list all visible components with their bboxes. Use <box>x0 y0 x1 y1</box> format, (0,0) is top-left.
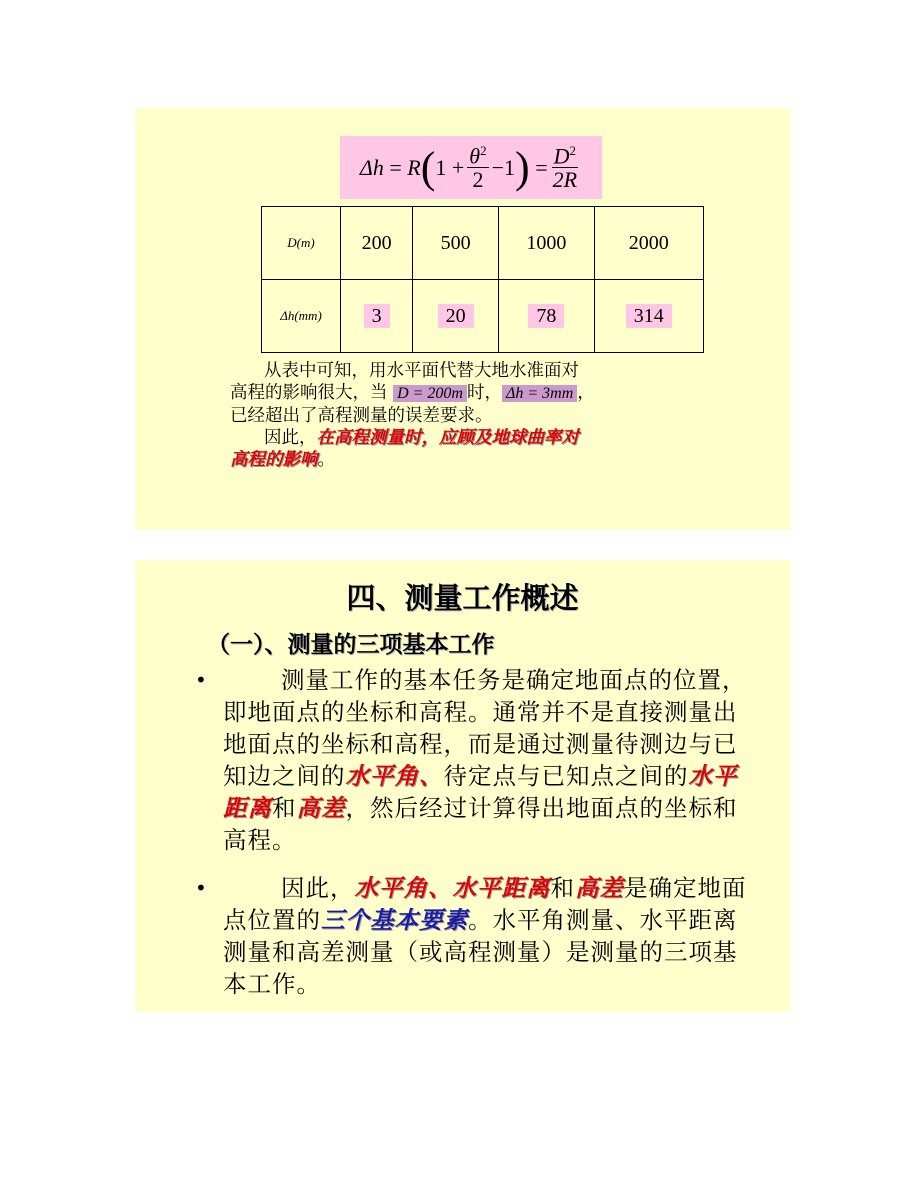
slide-bottom <box>135 560 790 1012</box>
emphasis-text: 高程的影响 <box>230 450 318 470</box>
bullet-icon: • <box>195 668 207 692</box>
emphasis-text: 高差 <box>296 794 346 822</box>
table-cell: 1000 <box>499 207 594 280</box>
bullet-text <box>223 872 755 1000</box>
emphasis-text: 在高程测量时，应顾及地球曲率对 <box>316 428 579 448</box>
theta-denominator: 2 <box>472 167 484 193</box>
formula-minus-one: −1 <box>491 154 516 180</box>
table-cell: 2000 <box>594 207 703 280</box>
formula-one: 1 <box>435 154 447 180</box>
bullet-segment: 是确定地面点位置的 <box>223 874 747 934</box>
bullet-text <box>223 664 755 856</box>
rhs-numerator: D <box>553 143 570 169</box>
bullet-segment: 测量工作的基本任务是确定地面点的位置，即地面点的坐标和高程。通常并不是直接测量出地面点的坐标和高程，而是通过测量待测边与已知边之间的 <box>223 666 747 790</box>
section-title: 四、测量工作概述 <box>346 581 579 615</box>
formula-rparen: ) <box>515 142 530 192</box>
para-text: 时， <box>466 383 502 403</box>
formula-eq: = <box>389 154 402 180</box>
para-text: 。 <box>317 450 335 470</box>
bullet-segment: ，然后经过计算得出地面点的坐标和高程。 <box>223 794 738 854</box>
formula-theta-fraction <box>467 144 488 192</box>
rhs-exponent: 2 <box>569 142 577 158</box>
formula-lparen: ( <box>420 142 436 192</box>
para-line: 从表中可知，用水平面代替大地水准面对 <box>264 361 579 381</box>
para-text: 因此， <box>264 428 317 448</box>
formula-rhs-fraction <box>551 144 579 192</box>
para-text: 高程的影响很大，当 <box>230 383 388 403</box>
para-line <box>230 382 670 405</box>
highlight-distance: D = 200m <box>393 385 467 402</box>
theta-symbol: θ <box>469 143 481 169</box>
emphasis-text: 高差 <box>575 874 624 902</box>
table-cell: 200 <box>341 207 413 280</box>
emphasis-text: 水平角、水平距离 <box>354 874 551 902</box>
formula-lhs: Δh <box>359 154 384 180</box>
emphasis-text: 三个基本要素 <box>321 906 468 934</box>
curvature-table <box>261 206 704 353</box>
table-cell: 500 <box>413 207 499 280</box>
bullet-segment: 和 <box>272 794 297 822</box>
para-text: ， <box>577 383 595 403</box>
bullet-icon: • <box>195 876 207 900</box>
emphasis-text: 水平角、 <box>345 762 444 790</box>
para-line <box>230 449 670 471</box>
table-cell-highlight: 3 <box>364 304 390 328</box>
bullet-segment: 因此， <box>281 874 355 902</box>
highlight-height-diff: Δh = 3mm <box>502 385 577 402</box>
conclusion-paragraph <box>230 360 670 471</box>
bullet-segment: 待定点与已知点之间的 <box>443 762 689 790</box>
table-cell-highlight: 314 <box>626 304 672 328</box>
theta-exponent: 2 <box>480 142 487 158</box>
table-row <box>262 207 704 280</box>
rhs-denominator: 2R <box>552 167 578 193</box>
formula-r: R <box>407 154 421 180</box>
table-header-distance: D(m) <box>262 207 341 280</box>
section-subtitle: （一）、测量的三项基本工作 <box>207 632 495 658</box>
emphasis-text: 水平距离 <box>223 762 738 822</box>
formula-eq2: = <box>535 154 548 180</box>
table-cell-highlight: 20 <box>438 304 474 328</box>
para-line: 已经超出了高程测量的误差要求。 <box>230 406 493 426</box>
para-line <box>230 427 670 449</box>
bullet-segment: 和 <box>550 874 575 902</box>
bullet-segment: 。水平角测量、水平距离测量和高差测量（或高程测量）是测量的三项基本工作。 <box>223 906 738 998</box>
table-row <box>262 280 704 353</box>
formula <box>340 136 602 199</box>
table-cell-highlight: 78 <box>528 304 564 328</box>
table-header-height-diff: Δh(mm) <box>262 280 341 353</box>
slide-top <box>135 108 790 530</box>
bullet-item <box>195 664 755 856</box>
formula-plus: + <box>451 154 465 180</box>
bullet-item <box>195 872 755 1000</box>
